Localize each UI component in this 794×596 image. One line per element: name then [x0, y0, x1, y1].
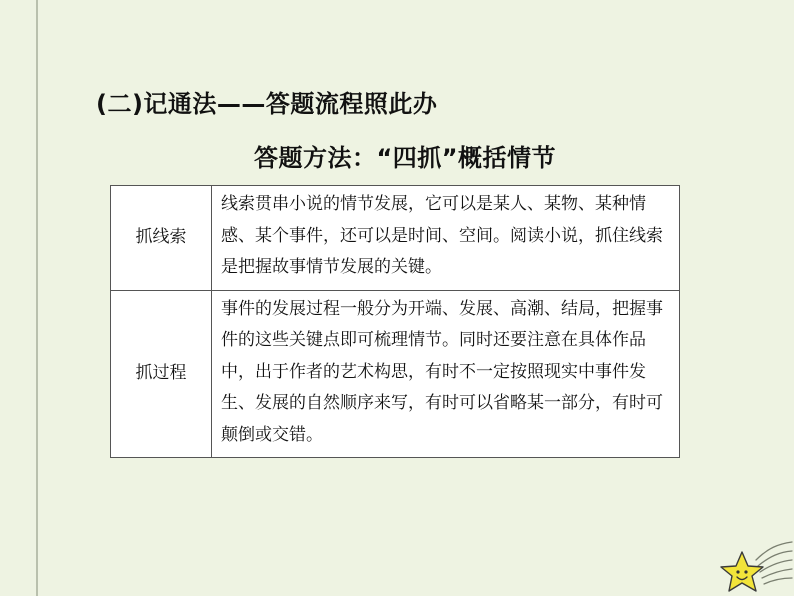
left-margin-rule [36, 0, 38, 596]
row-label-clue: 抓线索 [111, 186, 212, 291]
row-desc-clue: 线索贯串小说的情节发展，它可以是某人、某物、某种情感、某个事件，还可以是时间、空间。阅读小说，抓住线索是把握故事情节发展的关键。 [212, 186, 680, 291]
row-desc-process: 事件的发展过程一般分为开端、发展、高潮、结局，把握事件的这些关键点即可梳理情节。同时还要注意在具体作品中，出于作者的艺术构思，有时不一定按照现实中事件发生、发展的自然顺序来写，有时可以省略某一部分，有时可颠倒或交错。 [212, 290, 680, 458]
method-title: 答题方法：“四抓”概括情节 [254, 144, 557, 172]
section-heading: (二)记通法——答题流程照此办 [96, 90, 438, 118]
table-row [111, 290, 680, 458]
smiling-star-icon [712, 518, 794, 596]
table-row [111, 186, 680, 291]
method-table [110, 185, 680, 458]
row-label-process: 抓过程 [111, 290, 212, 458]
